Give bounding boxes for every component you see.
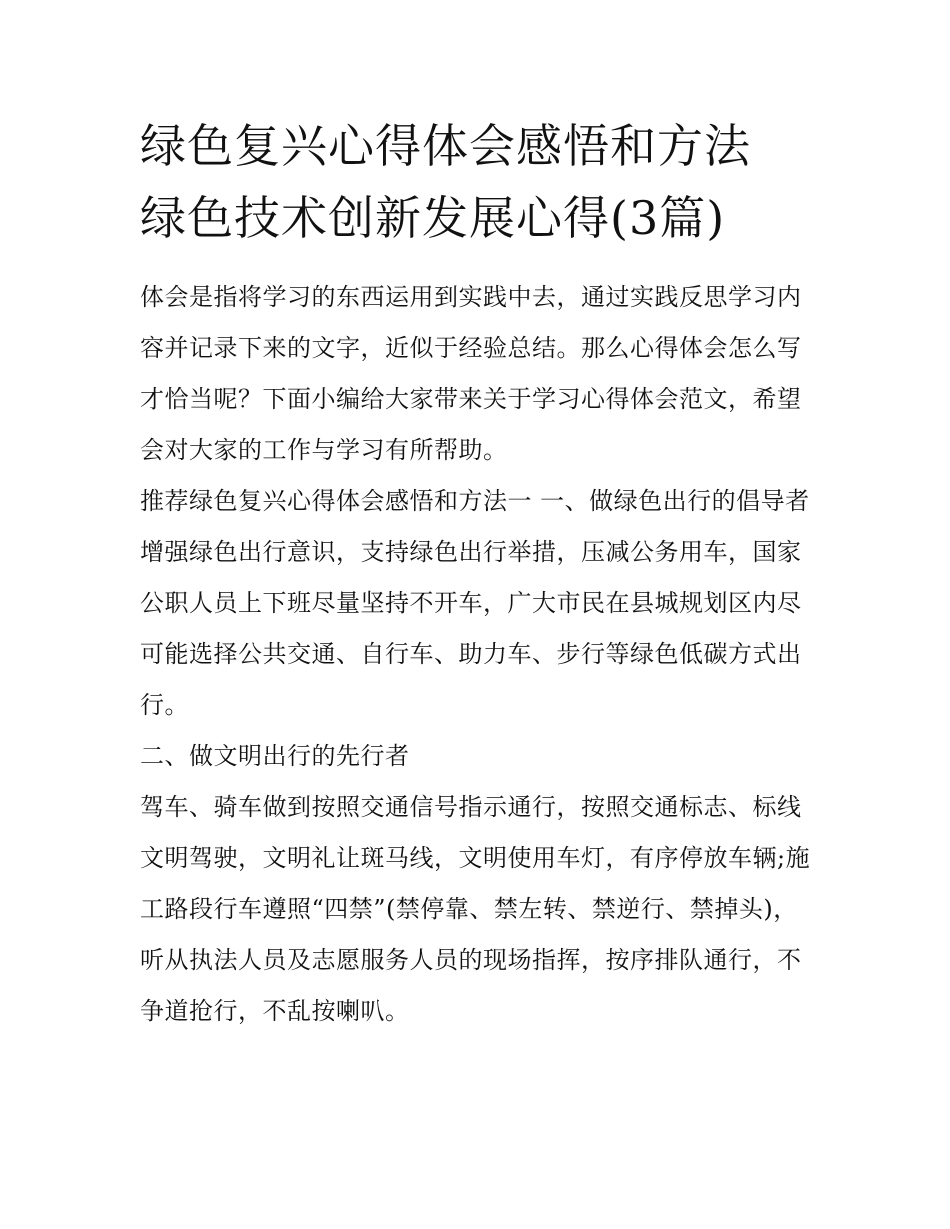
document-body xyxy=(140,272,820,1037)
document-page xyxy=(140,110,820,1037)
section-two-paragraph: 驾车、骑车做到按照交通信号指示通行，按照交通标志、标线文明驾驶，文明礼让斑马线，文明使用车灯，有序停放车辆;施工路段行车遵照“四禁”(禁停靠、禁左转、禁逆行、禁掉头)，听从执法人员及志愿服务人员的现场指挥，按序排队通行，不争道抢行，不乱按喇叭。 xyxy=(140,793,811,1025)
title-line-2: 绿色技术创新发展心得(3篇) xyxy=(140,191,726,245)
section-two-heading: 二、做文明出行的先行者 xyxy=(140,742,410,770)
title-line-1: 绿色复兴心得体会感悟和方法 xyxy=(140,119,751,173)
intro-paragraph: 体会是指将学习的东西运用到实践中去，通过实践反思学习内容并记录下来的文字，近似于经验总结。那么心得体会怎么写才恰当呢？下面小编给大家带来关于学习心得体会范文，希望会对大家的工作与学习有所帮助。 xyxy=(140,283,802,464)
section-one-paragraph: 增强绿色出行意识，支持绿色出行举措，压减公务用车，国家公职人员上下班尽量坚持不开车，广大市民在县城规划区内尽可能选择公共交通、自行车、助力车、步行等绿色低碳方式出行。 xyxy=(140,538,802,719)
section-one-heading: 推荐绿色复兴心得体会感悟和方法一 一、做绿色出行的倡导者 xyxy=(140,487,810,515)
document-title xyxy=(140,110,820,254)
